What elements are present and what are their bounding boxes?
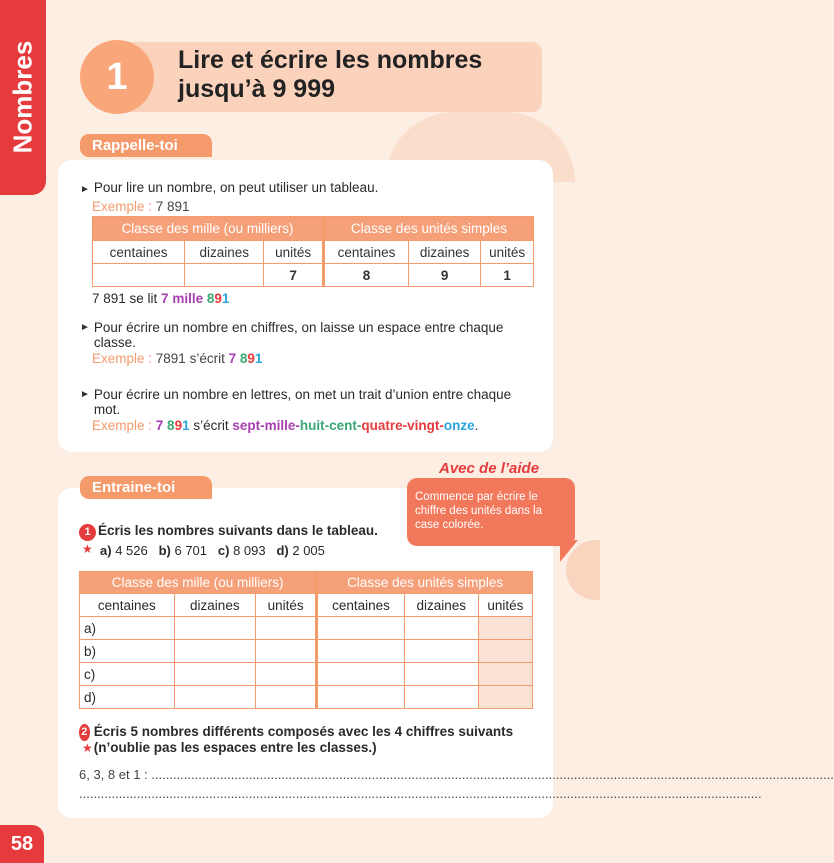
read-digit-1: 1 xyxy=(221,291,230,306)
answer-cell[interactable] xyxy=(317,640,405,663)
digit-9: 9 xyxy=(247,351,255,366)
table-cell xyxy=(93,264,185,287)
exemple-label: Exemple : xyxy=(92,199,156,214)
item-value: 6 701 xyxy=(174,543,208,558)
col-header: centaines xyxy=(93,241,185,264)
question-1-text: Écris les nombres suivants dans le tableau. xyxy=(98,523,378,538)
table-group-mille: Classe des mille (ou milliers) xyxy=(93,217,324,241)
question-2 xyxy=(79,724,539,756)
table-cell: 9 xyxy=(409,264,481,287)
col-header: unités xyxy=(264,241,324,264)
question-1-items xyxy=(100,543,325,558)
row-label: b) xyxy=(80,640,175,663)
col-header: unités xyxy=(478,594,532,617)
item-label: a) xyxy=(100,543,112,558)
read-prefix: 7 891 se lit xyxy=(92,291,162,306)
digit-7: 7 xyxy=(155,418,164,433)
answer-cell[interactable] xyxy=(404,663,478,686)
table-row xyxy=(80,663,533,686)
difficulty-star-icon: ★ xyxy=(82,741,93,755)
digit-8: 8 xyxy=(236,351,248,366)
bullet-arrow-icon: ► xyxy=(80,389,90,400)
question-number-badge: 2 xyxy=(79,724,90,741)
read-digit-8: 8 xyxy=(206,291,215,306)
word-quatre-vingt: quatre-vingt- xyxy=(361,418,444,433)
lesson-title xyxy=(178,46,538,104)
lesson-number-badge: 1 xyxy=(80,40,154,114)
dotted-line: ............................................................................................................................................................................................. xyxy=(151,767,834,782)
table-cell: 1 xyxy=(481,264,534,287)
answer-cell[interactable] xyxy=(174,640,255,663)
answer-cell[interactable] xyxy=(174,686,255,709)
col-header: dizaines xyxy=(409,241,481,264)
table-group-unites: Classe des unités simples xyxy=(323,217,533,241)
secrit-text: s’écrit xyxy=(189,418,233,433)
dotted-line: ............................................................................................................................................................................................. xyxy=(79,786,762,801)
exercise-place-value-table xyxy=(79,571,533,709)
bullet-2-text: Pour écrire un nombre en chiffres, on laisse un espace entre chaque classe. xyxy=(93,320,504,350)
read-digit-9: 9 xyxy=(214,291,222,306)
chapter-side-tab xyxy=(0,0,46,195)
table-group-mille: Classe des mille (ou milliers) xyxy=(80,572,317,594)
digit-9: 9 xyxy=(174,418,183,433)
col-header: centaines xyxy=(323,241,408,264)
bullet-1-text: Pour lire un nombre, on peut utiliser un tableau. xyxy=(93,180,379,195)
col-header: centaines xyxy=(80,594,175,617)
item-label: b) xyxy=(158,543,171,558)
row-label: d) xyxy=(80,686,175,709)
answer-cell[interactable] xyxy=(255,617,316,640)
read-example xyxy=(92,291,544,306)
answer-cell[interactable] xyxy=(317,617,405,640)
read-mille: mille xyxy=(168,291,207,306)
aide-bubble: Commence par écrire le chiffre des unités dans la case colorée. xyxy=(407,478,575,546)
aide-bubble-tail xyxy=(560,540,578,562)
bullet-arrow-icon: ► xyxy=(80,184,90,195)
bullet-1-example: 7 891 xyxy=(155,199,190,214)
chapter-label: Nombres xyxy=(7,40,38,154)
digit-7: 7 xyxy=(228,351,237,366)
answer-cell[interactable] xyxy=(404,617,478,640)
answer-cell[interactable] xyxy=(317,663,405,686)
table-group-unites: Classe des unités simples xyxy=(317,572,533,594)
item-label: c) xyxy=(217,543,230,558)
answer-cell-units[interactable] xyxy=(478,640,532,663)
answer-cell-units[interactable] xyxy=(478,663,532,686)
bullet-arrow-icon: ► xyxy=(80,322,90,333)
question-2-text: Écris 5 nombres différents composés avec les 4 chiffres suivants (n’oublie pas les espaces entre les classes.) xyxy=(93,724,514,755)
lesson-title-line1: Lire et écrire les nombres xyxy=(178,46,483,74)
col-header: dizaines xyxy=(404,594,478,617)
answer-cell[interactable] xyxy=(404,686,478,709)
read-digit-7: 7 xyxy=(161,291,169,306)
exemple-label: Exemple : xyxy=(92,351,156,366)
answer-line-prefix: 6, 3, 8 et 1 : xyxy=(79,767,148,782)
table-row xyxy=(80,686,533,709)
answer-cell[interactable] xyxy=(255,686,316,709)
answer-line-1[interactable] xyxy=(79,767,834,782)
item-value: 4 526 xyxy=(115,543,148,558)
row-label: c) xyxy=(80,663,175,686)
bullet-3-text: Pour écrire un nombre en lettres, on met un trait d’union entre chaque mot. xyxy=(93,387,512,417)
word-onze: onze xyxy=(443,418,475,433)
digit-1: 1 xyxy=(182,418,190,433)
col-header: centaines xyxy=(317,594,405,617)
item-label: d) xyxy=(276,543,289,558)
rappel-bullet-1 xyxy=(80,180,532,214)
bullet-2-example: 7891 s’écrit xyxy=(155,351,229,366)
answer-cell[interactable] xyxy=(317,686,405,709)
answer-cell[interactable] xyxy=(255,663,316,686)
row-label: a) xyxy=(80,617,175,640)
item-value: 8 093 xyxy=(233,543,266,558)
question-number-badge: 1 xyxy=(79,524,96,541)
table-cell: 8 xyxy=(323,264,408,287)
difficulty-star-icon: ★ xyxy=(82,542,93,556)
rappel-bullet-3 xyxy=(80,387,532,433)
table-cell xyxy=(185,264,264,287)
question-1 xyxy=(79,523,539,541)
answer-line-2[interactable] xyxy=(79,786,762,801)
table-cell: 7 xyxy=(264,264,324,287)
exemple-label: Exemple : xyxy=(92,418,156,433)
entraine-header: Entraine-toi xyxy=(80,476,212,499)
rappel-bullet-2 xyxy=(80,320,532,366)
aide-title: Avec de l’aide xyxy=(439,460,540,477)
col-header: dizaines xyxy=(174,594,255,617)
period: . xyxy=(474,418,479,433)
answer-cell[interactable] xyxy=(174,663,255,686)
page-number: 58 xyxy=(0,825,44,863)
table-row xyxy=(80,617,533,640)
digit-8: 8 xyxy=(163,418,175,433)
answer-cell[interactable] xyxy=(255,640,316,663)
answer-cell[interactable] xyxy=(174,617,255,640)
col-header: unités xyxy=(255,594,316,617)
col-header: unités xyxy=(481,241,534,264)
answer-cell-units[interactable] xyxy=(478,686,532,709)
rappel-header: Rappelle-toi xyxy=(80,134,212,157)
table-row xyxy=(80,640,533,663)
answer-cell[interactable] xyxy=(404,640,478,663)
word-sept-mille: sept-mille- xyxy=(232,418,300,433)
answer-cell-units[interactable] xyxy=(478,617,532,640)
rappel-place-value-table xyxy=(92,216,534,287)
lesson-title-line2: jusqu’à 9 999 xyxy=(178,75,336,103)
word-huit-cent: huit-cent- xyxy=(299,418,362,433)
digit-1: 1 xyxy=(254,351,263,366)
col-header: dizaines xyxy=(185,241,264,264)
item-value: 2 005 xyxy=(292,543,325,558)
